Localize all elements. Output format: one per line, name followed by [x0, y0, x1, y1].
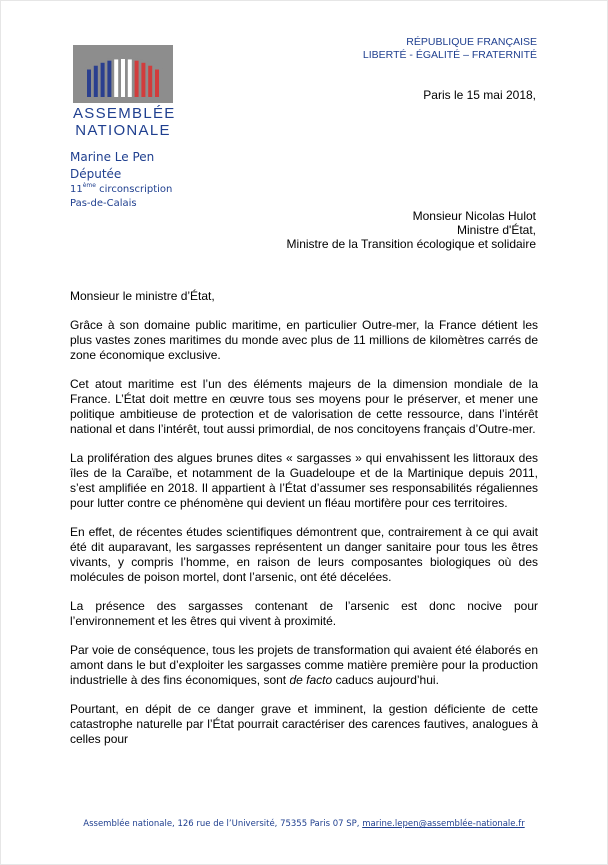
letter-body: [70, 289, 538, 761]
sender-block: [70, 149, 172, 211]
republic-name: RÉPUBLIQUE FRANÇAISE: [406, 36, 537, 48]
paragraph-5: La présence des sargasses contenant de l’arsenic est donc nocive pour l’environnement et les êtres qui vivent à proximité.: [70, 599, 538, 628]
footer-address: Assemblée nationale, 126 rue de l’Université, 75355 Paris 07 SP,: [83, 819, 363, 829]
emblem-stripe: [87, 70, 91, 97]
p6-italic: de facto: [289, 673, 333, 687]
assemblee-nationale-logo: [73, 45, 176, 139]
logo-wordmark: [73, 105, 176, 139]
recipient-ministry: Ministre de la Transition écologique et solidaire: [286, 237, 536, 251]
emblem-stripe: [135, 61, 139, 97]
footer-email-link[interactable]: marine.lepen@assemblée-nationale.fr: [362, 819, 525, 829]
sender-circonscription: [70, 183, 172, 197]
logo-line-1: ASSEMBLÉE: [73, 105, 176, 122]
republic-header: [363, 36, 537, 62]
tricolor-hemicycle-icon: [73, 45, 173, 103]
circ-label: circonscription: [95, 184, 173, 195]
sender-name: Marine Le Pen: [70, 150, 155, 164]
emblem-stripe: [101, 63, 105, 97]
emblem-stripe: [128, 59, 132, 97]
paragraph-3: La prolifération des algues brunes dites « sargasses » qui envahissent les littoraux des îles de la Caraïbe, et notamment de la Guadeloupe et de la Martinique depuis 2011, s’est amplifiée en 2018. Il appartient à l’État d’assumer ses responsabilités régaliennes pour lutter contre ce phénomène qui devient un fléau mortifère pour ces territoires.: [70, 451, 538, 510]
emblem-stripe: [121, 59, 125, 97]
p6-before: Par voie de conséquence, tous les projets de transformation qui avaient été élaborés en amont dans le but d’exploiter les sargasses comme matière première pour la production industrielle à des fins économiques, sont: [70, 643, 538, 687]
emblem-stripe: [114, 59, 118, 97]
emblem-stripe: [94, 66, 98, 97]
emblem-stripe: [141, 63, 145, 97]
paragraph-1: Grâce à son domaine public maritime, en particulier Outre-mer, la France détient les plus vastes zones maritimes du monde avec plus de 11 millions de kilomètres carrés de zone économique exclusive.: [70, 318, 538, 362]
page-footer: [1, 819, 607, 829]
recipient-title: Ministre d'État,: [457, 223, 536, 237]
republic-motto: LIBERTÉ - ÉGALITÉ – FRATERNITÉ: [362, 49, 537, 61]
paragraph-4: En effet, de récentes études scientifiques démontrent que, contrairement à ce qui avait été dit auparavant, les sargasses représentent un danger sanitaire pour tous les êtres vivants, y compris l’homme, en raison de leurs composantes biologiques où des molécules de poison mortel, dont l’arsenic, ont été décelées.: [70, 525, 538, 584]
paragraph-7: Pourtant, en dépit de ce danger grave et imminent, la gestion déficiente de cette catastrophe naturelle par l’État pourrait caractériser des carences fautives, analogues à celles pour: [70, 702, 538, 746]
circ-suffix: ème: [82, 182, 96, 189]
sender-department: Pas-de-Calais: [70, 198, 137, 209]
sender-title: Députée: [70, 167, 122, 181]
recipient-name: Monsieur Nicolas Hulot: [412, 209, 536, 223]
circ-number: 11: [70, 184, 83, 195]
emblem-stripe: [155, 70, 159, 97]
logo-line-2: NATIONALE: [75, 122, 171, 139]
emblem-stripe: [148, 66, 152, 97]
emblem-stripe: [107, 61, 111, 97]
p6-after: caducs aujourd’hui.: [332, 673, 439, 687]
recipient-block: [287, 209, 536, 251]
hemicycle-emblem: [73, 45, 173, 103]
paragraph-6: [70, 643, 538, 688]
salutation: Monsieur le ministre d’État,: [70, 289, 215, 303]
letter-date: Paris le 15 mai 2018,: [423, 88, 536, 102]
paragraph-2: Cet atout maritime est l’un des éléments majeurs de la dimension mondiale de la France. L’État doit mettre en œuvre tous ses moyens pour le préserver, et mener une politique ambitieuse de protection et de valorisation de cette ressource, dans l’intérêt national et dans l’intérêt, tout aussi primordial, de nos concitoyens français d’Outre-mer.: [70, 377, 538, 436]
